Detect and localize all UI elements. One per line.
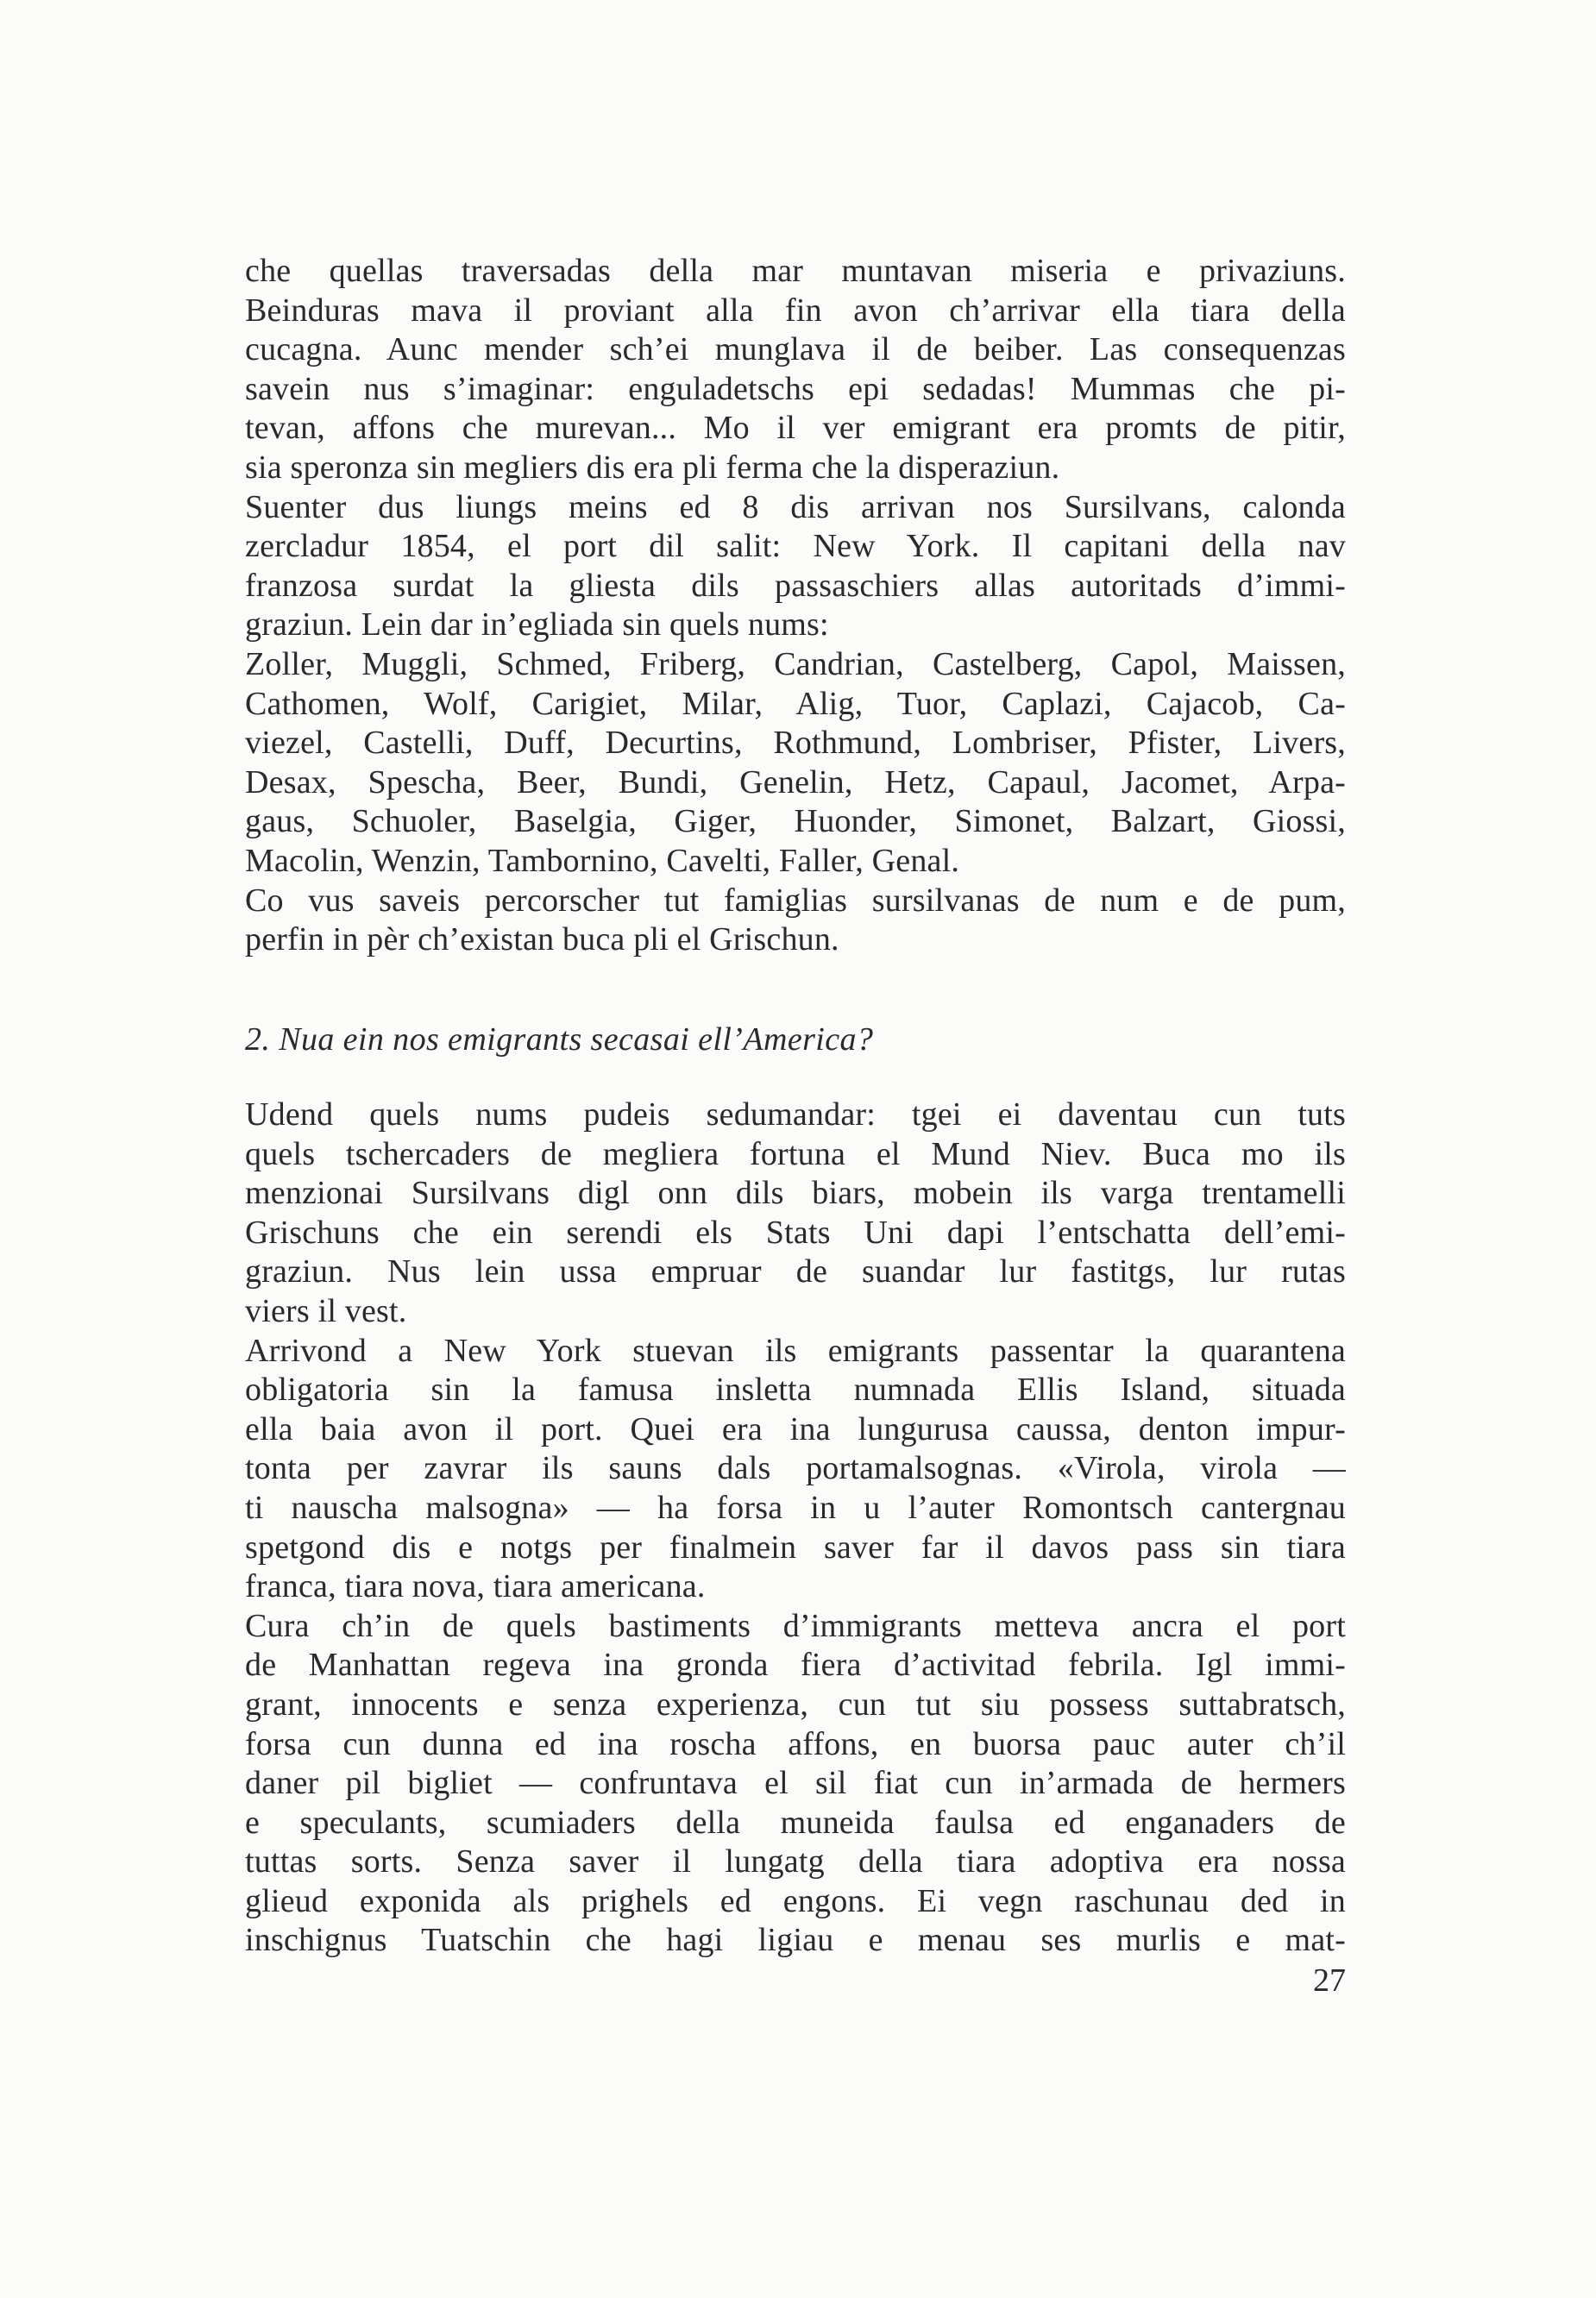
text-line: perfin in pèr ch’existan buca pli el Grischun. (245, 921, 839, 958)
text-line: ella baia avon il port. Quei era ina lungurusa caussa, denton impur- (245, 1410, 1346, 1447)
text-line: cucagna. Aunc mender sch’ei munglava il de beiber. Las consequenzas (245, 331, 1346, 368)
text-line: graziun. Nus lein ussa empruar de suandar lur fastitgs, lur rutas (245, 1253, 1346, 1290)
text-line: che quellas traversadas della mar muntavan miseria e privaziuns. (245, 253, 1346, 289)
text-line: tuttas sorts. Senza saver il lungatg della tiara adoptiva era nossa (245, 1843, 1346, 1880)
section-heading: 2. Nua ein nos emigrants secasai ell’America? (245, 1021, 874, 1058)
text-line: e speculants, scumiaders della muneida faulsa ed enganaders de (245, 1804, 1346, 1841)
text-line: savein nus s’imaginar: enguladetschs epi sedadas! Mummas che pi- (245, 370, 1346, 407)
text-line: gaus, Schuoler, Baselgia, Giger, Huonder, Simonet, Balzart, Giossi, (245, 803, 1346, 840)
text-line: Zoller, Muggli, Schmed, Friberg, Candrian, Castelberg, Capol, Maissen, (245, 645, 1346, 682)
text-line: obligatoria sin la famusa insletta numnada Ellis Island, situada (245, 1372, 1346, 1409)
page-number: 27 (1313, 1962, 1346, 1999)
text-line: tonta per zavrar ils sauns dals portamalsognas. «Virola, virola — (245, 1450, 1346, 1487)
text-line: Grischuns che ein serendi els Stats Uni dapi l’entschatta dell’emi- (245, 1214, 1346, 1251)
text-line: tevan, affons che murevan... Mo il ver emigrant era promts de pitir, (245, 410, 1346, 447)
text-line: Co vus saveis percorscher tut famiglias sursilvanas de num e de pum, (245, 882, 1346, 919)
text-line: Suenter dus liungs meins ed 8 dis arrivan nos Sursilvans, calonda (245, 488, 1346, 525)
text-line: franzosa surdat la gliesta dils passaschiers allas autoritads d’immi- (245, 567, 1346, 604)
text-line: Cura ch’in de quels bastiments d’immigrants metteva ancra el port (245, 1607, 1346, 1644)
text-line: grant, innocents e senza experienza, cun tut siu possess suttabratsch, (245, 1686, 1346, 1723)
text-line: Desax, Spescha, Beer, Bundi, Genelin, Hetz, Capaul, Jacomet, Arpa- (245, 763, 1346, 801)
text-line: ti nauscha malsogna» — ha forsa in u l’auter Romontsch cantergnau (245, 1489, 1346, 1526)
text-line: spetgond dis e notgs per finalmein saver far il davos pass sin tiara (245, 1529, 1346, 1566)
text-line: forsa cun dunna ed ina roscha affons, en buorsa pauc auter ch’il (245, 1725, 1346, 1762)
text-line: viezel, Castelli, Duff, Decurtins, Rothmund, Lombriser, Pfister, Livers, (245, 725, 1346, 762)
text-line: glieud exponida als prighels ed engons. Ei vegn raschunau ded in (245, 1882, 1346, 1919)
text-line: quels tschercaders de megliera fortuna el Mund Niev. Buca mo ils (245, 1135, 1346, 1172)
text-line: Udend quels nums pudeis sedumandar: tgei ei daventau cun tuts (245, 1096, 1346, 1133)
text-line: graziun. Lein dar in’egliada sin quels nums: (245, 606, 829, 644)
text-line: sia speronza sin megliers dis era pli ferma che la disperaziun. (245, 449, 1060, 486)
text-line: viers il vest. (245, 1292, 407, 1329)
paragraph-emigrant-voyage (245, 252, 1346, 960)
text-line: inschignus Tuatschin che hagi ligiau e menau ses murlis e mat- (245, 1922, 1346, 1959)
text-line: franca, tiara nova, tiara americana. (245, 1568, 706, 1605)
text-line: de Manhattan regeva ina gronda fiera d’activitad febrila. Igl immi- (245, 1647, 1346, 1684)
text-line: menzionai Sursilvans digl onn dils biars, mobein ils varga trentamelli (245, 1175, 1346, 1212)
text-line: Beinduras mava il proviant alla fin avon ch’arrivar ella tiara della (245, 292, 1346, 329)
text-line: Macolin, Wenzin, Tambornino, Cavelti, Faller, Genal. (245, 842, 960, 879)
paragraph-emigrants-america (245, 1096, 1346, 1961)
text-line: daner pil bigliet — confruntava el sil fiat cun in’armada de hermers (245, 1765, 1346, 1802)
text-line: zercladur 1854, el port dil salit: New York. Il capitani della nav (245, 528, 1346, 565)
text-line: Cathomen, Wolf, Carigiet, Milar, Alig, Tuor, Caplazi, Cajacob, Ca- (245, 685, 1346, 722)
text-line: Arrivond a New York stuevan ils emigrants passentar la quarantena (245, 1332, 1346, 1369)
